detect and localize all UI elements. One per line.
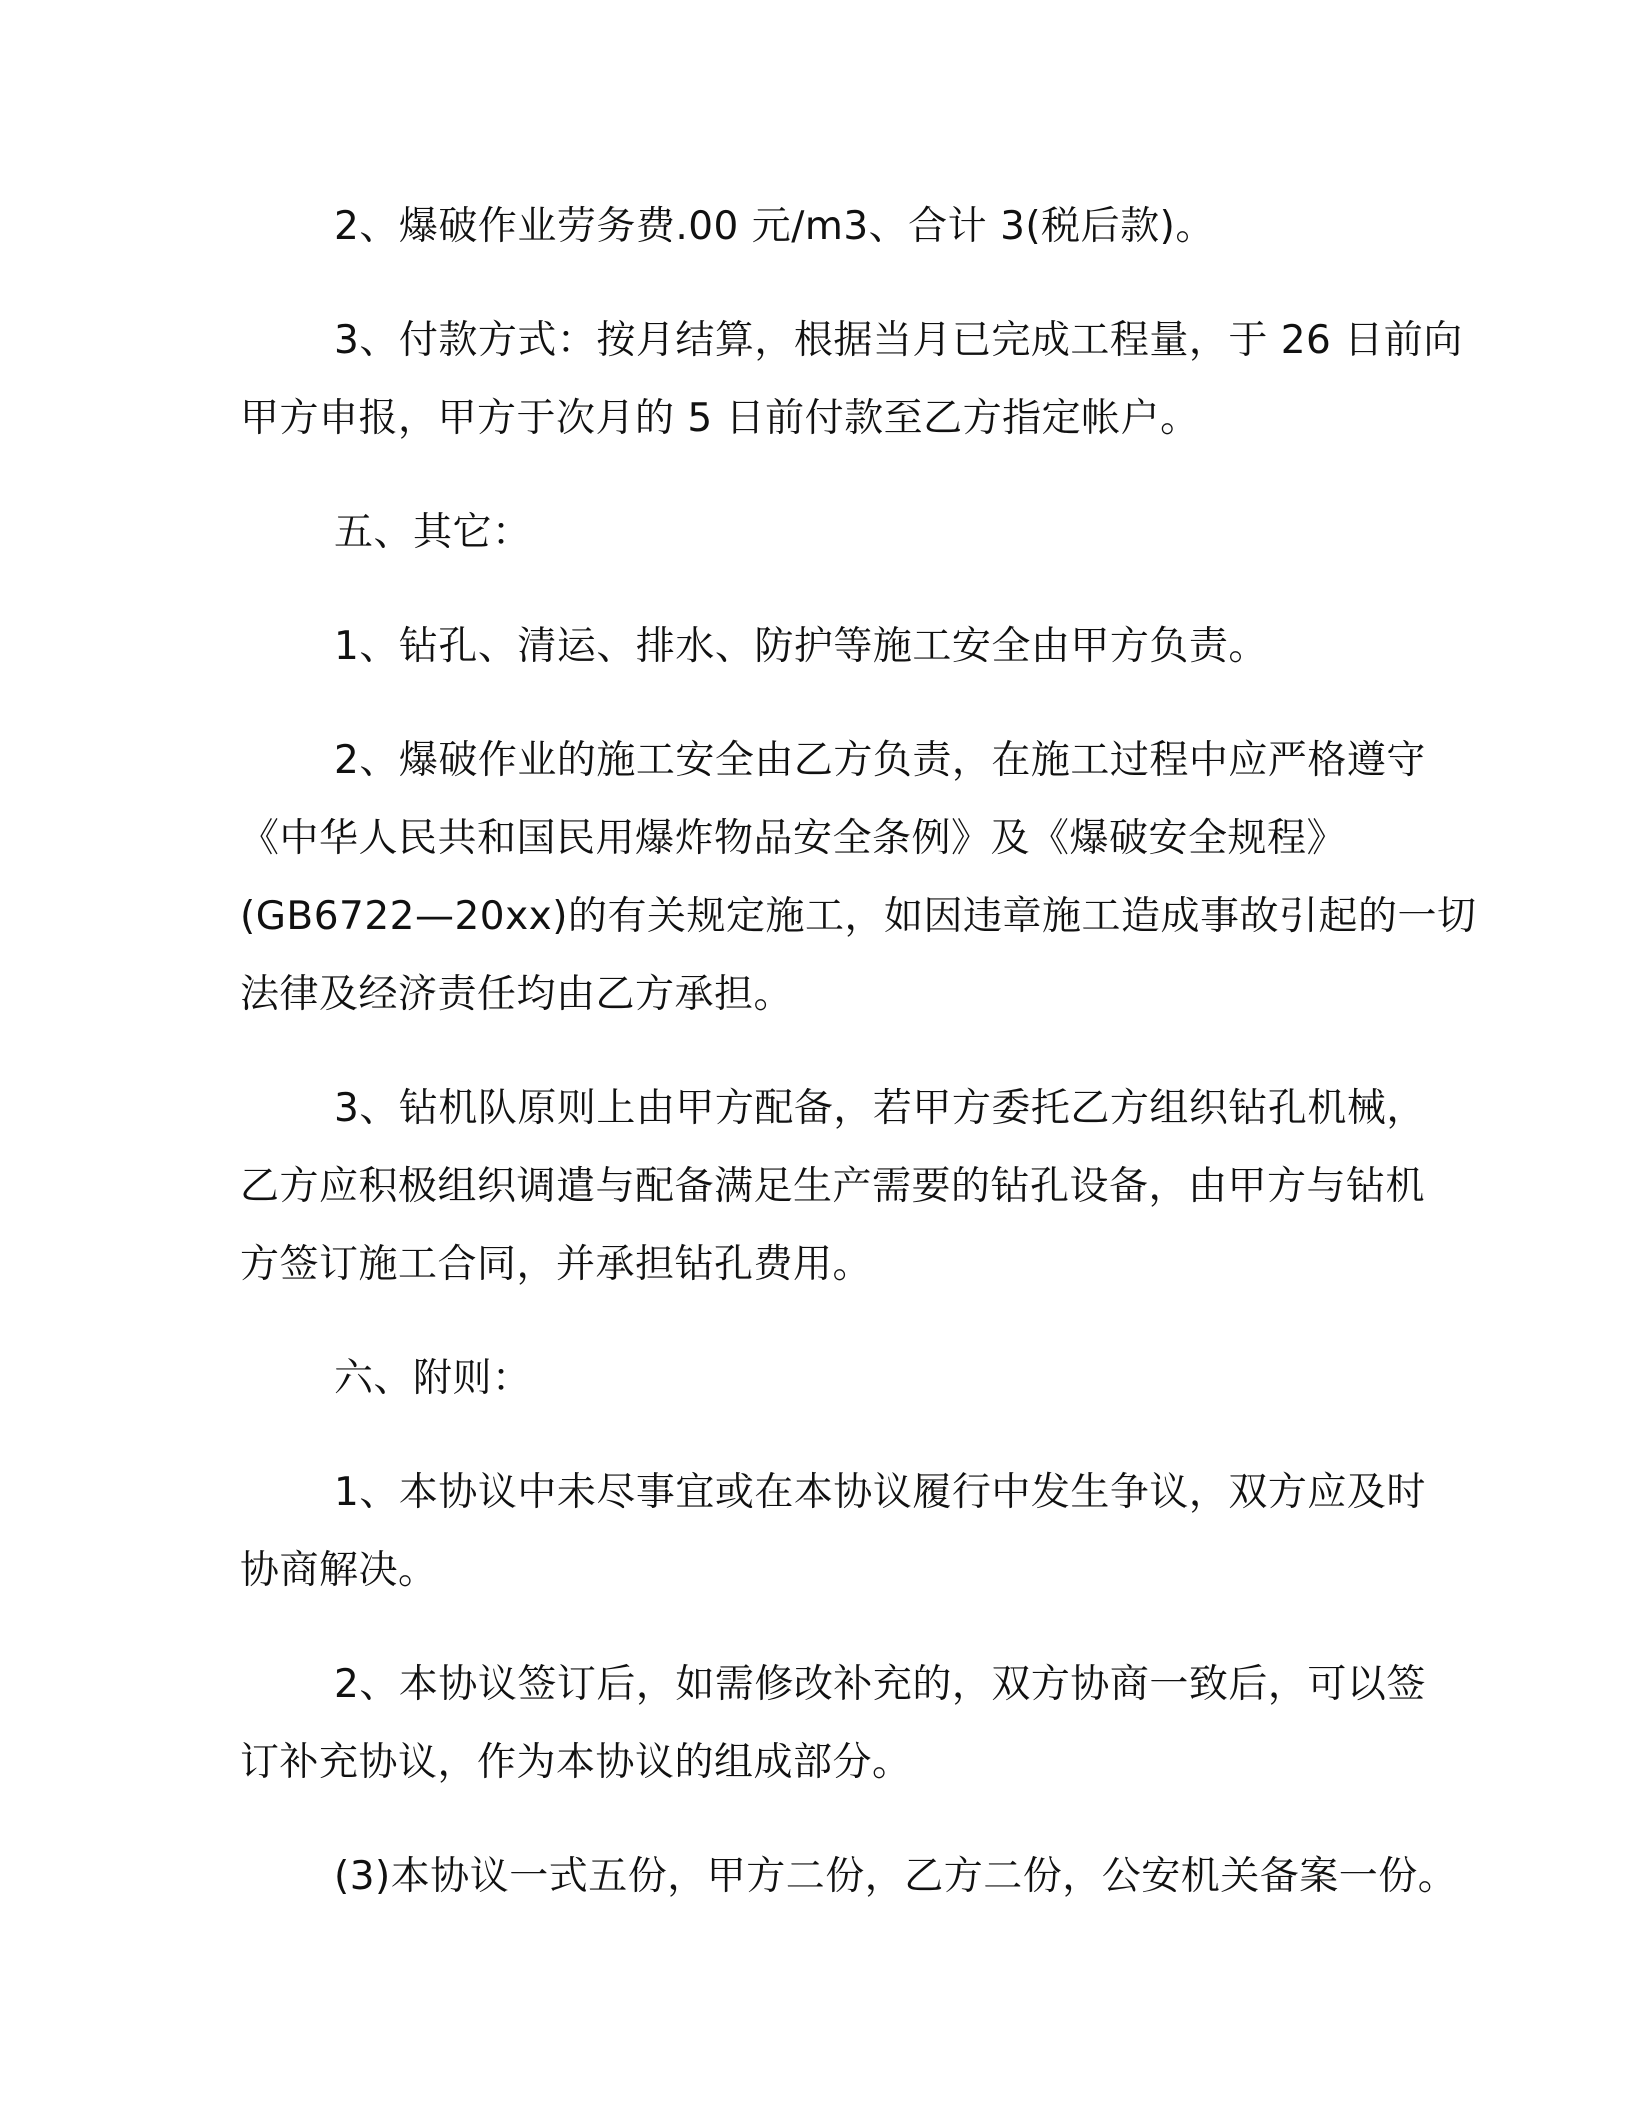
paragraph-safety-party-a bbox=[240, 608, 1390, 686]
paragraph-amendments bbox=[240, 1646, 1426, 1802]
paragraph-labor-fee bbox=[240, 188, 1390, 266]
paragraph-line: 法律及经济责任均由乙方承担。 bbox=[240, 972, 794, 1017]
paragraph-line: 乙方应积极组织调遣与配备满足生产需要的钻孔设备，由甲方与钻机 bbox=[240, 1164, 1426, 1209]
section-heading-other: 五、其它： bbox=[334, 510, 532, 555]
paragraph-safety-party-b bbox=[240, 722, 1477, 1034]
paragraph-line: (GB6722—20xx)的有关规定施工，如因违章施工造成事故引起的一切 bbox=[240, 894, 1477, 939]
paragraph-line: 甲方申报，甲方于次月的 5 日前付款至乙方指定帐户。 bbox=[240, 396, 1200, 441]
paragraph-copies bbox=[240, 1838, 1458, 1916]
paragraph-line: 2、爆破作业的施工安全由乙方负责，在施工过程中应严格遵守 bbox=[334, 738, 1426, 783]
paragraph-line: (3)本协议一式五份，甲方二份，乙方二份，公安机关备案一份。 bbox=[334, 1854, 1458, 1899]
paragraph-line: 方签订施工合同，并承担钻孔费用。 bbox=[240, 1242, 873, 1287]
paragraph-line: 3、钻机队原则上由甲方配备，若甲方委托乙方组织钻孔机械， bbox=[334, 1086, 1426, 1131]
paragraph-line: 3、付款方式：按月结算，根据当月已完成工程量，于 26 日前向 bbox=[334, 318, 1463, 363]
section-heading-supplementary: 六、附则： bbox=[334, 1356, 532, 1401]
paragraph-line: 1、本协议中未尽事宜或在本协议履行中发生争议，双方应及时 bbox=[334, 1470, 1426, 1515]
paragraph-line: 2、本协议签订后，如需修改补充的，双方协商一致后，可以签 bbox=[334, 1662, 1426, 1707]
paragraph-line: 2、爆破作业劳务费.00 元/m3、合计 3(税后款)。 bbox=[334, 204, 1215, 249]
paragraph-line: 订补充协议，作为本协议的组成部分。 bbox=[240, 1740, 912, 1785]
paragraph-disputes bbox=[240, 1454, 1426, 1610]
paragraph-line: 1、钻孔、清运、排水、防护等施工安全由甲方负责。 bbox=[334, 624, 1268, 669]
paragraph-line: 《中华人民共和国民用爆炸物品安全条例》及《爆破安全规程》 bbox=[240, 816, 1347, 861]
paragraph-payment-method bbox=[240, 302, 1463, 458]
paragraph-drilling-team bbox=[240, 1070, 1426, 1304]
document-body bbox=[240, 188, 1477, 1952]
paragraph-line: 协商解决。 bbox=[240, 1548, 438, 1593]
